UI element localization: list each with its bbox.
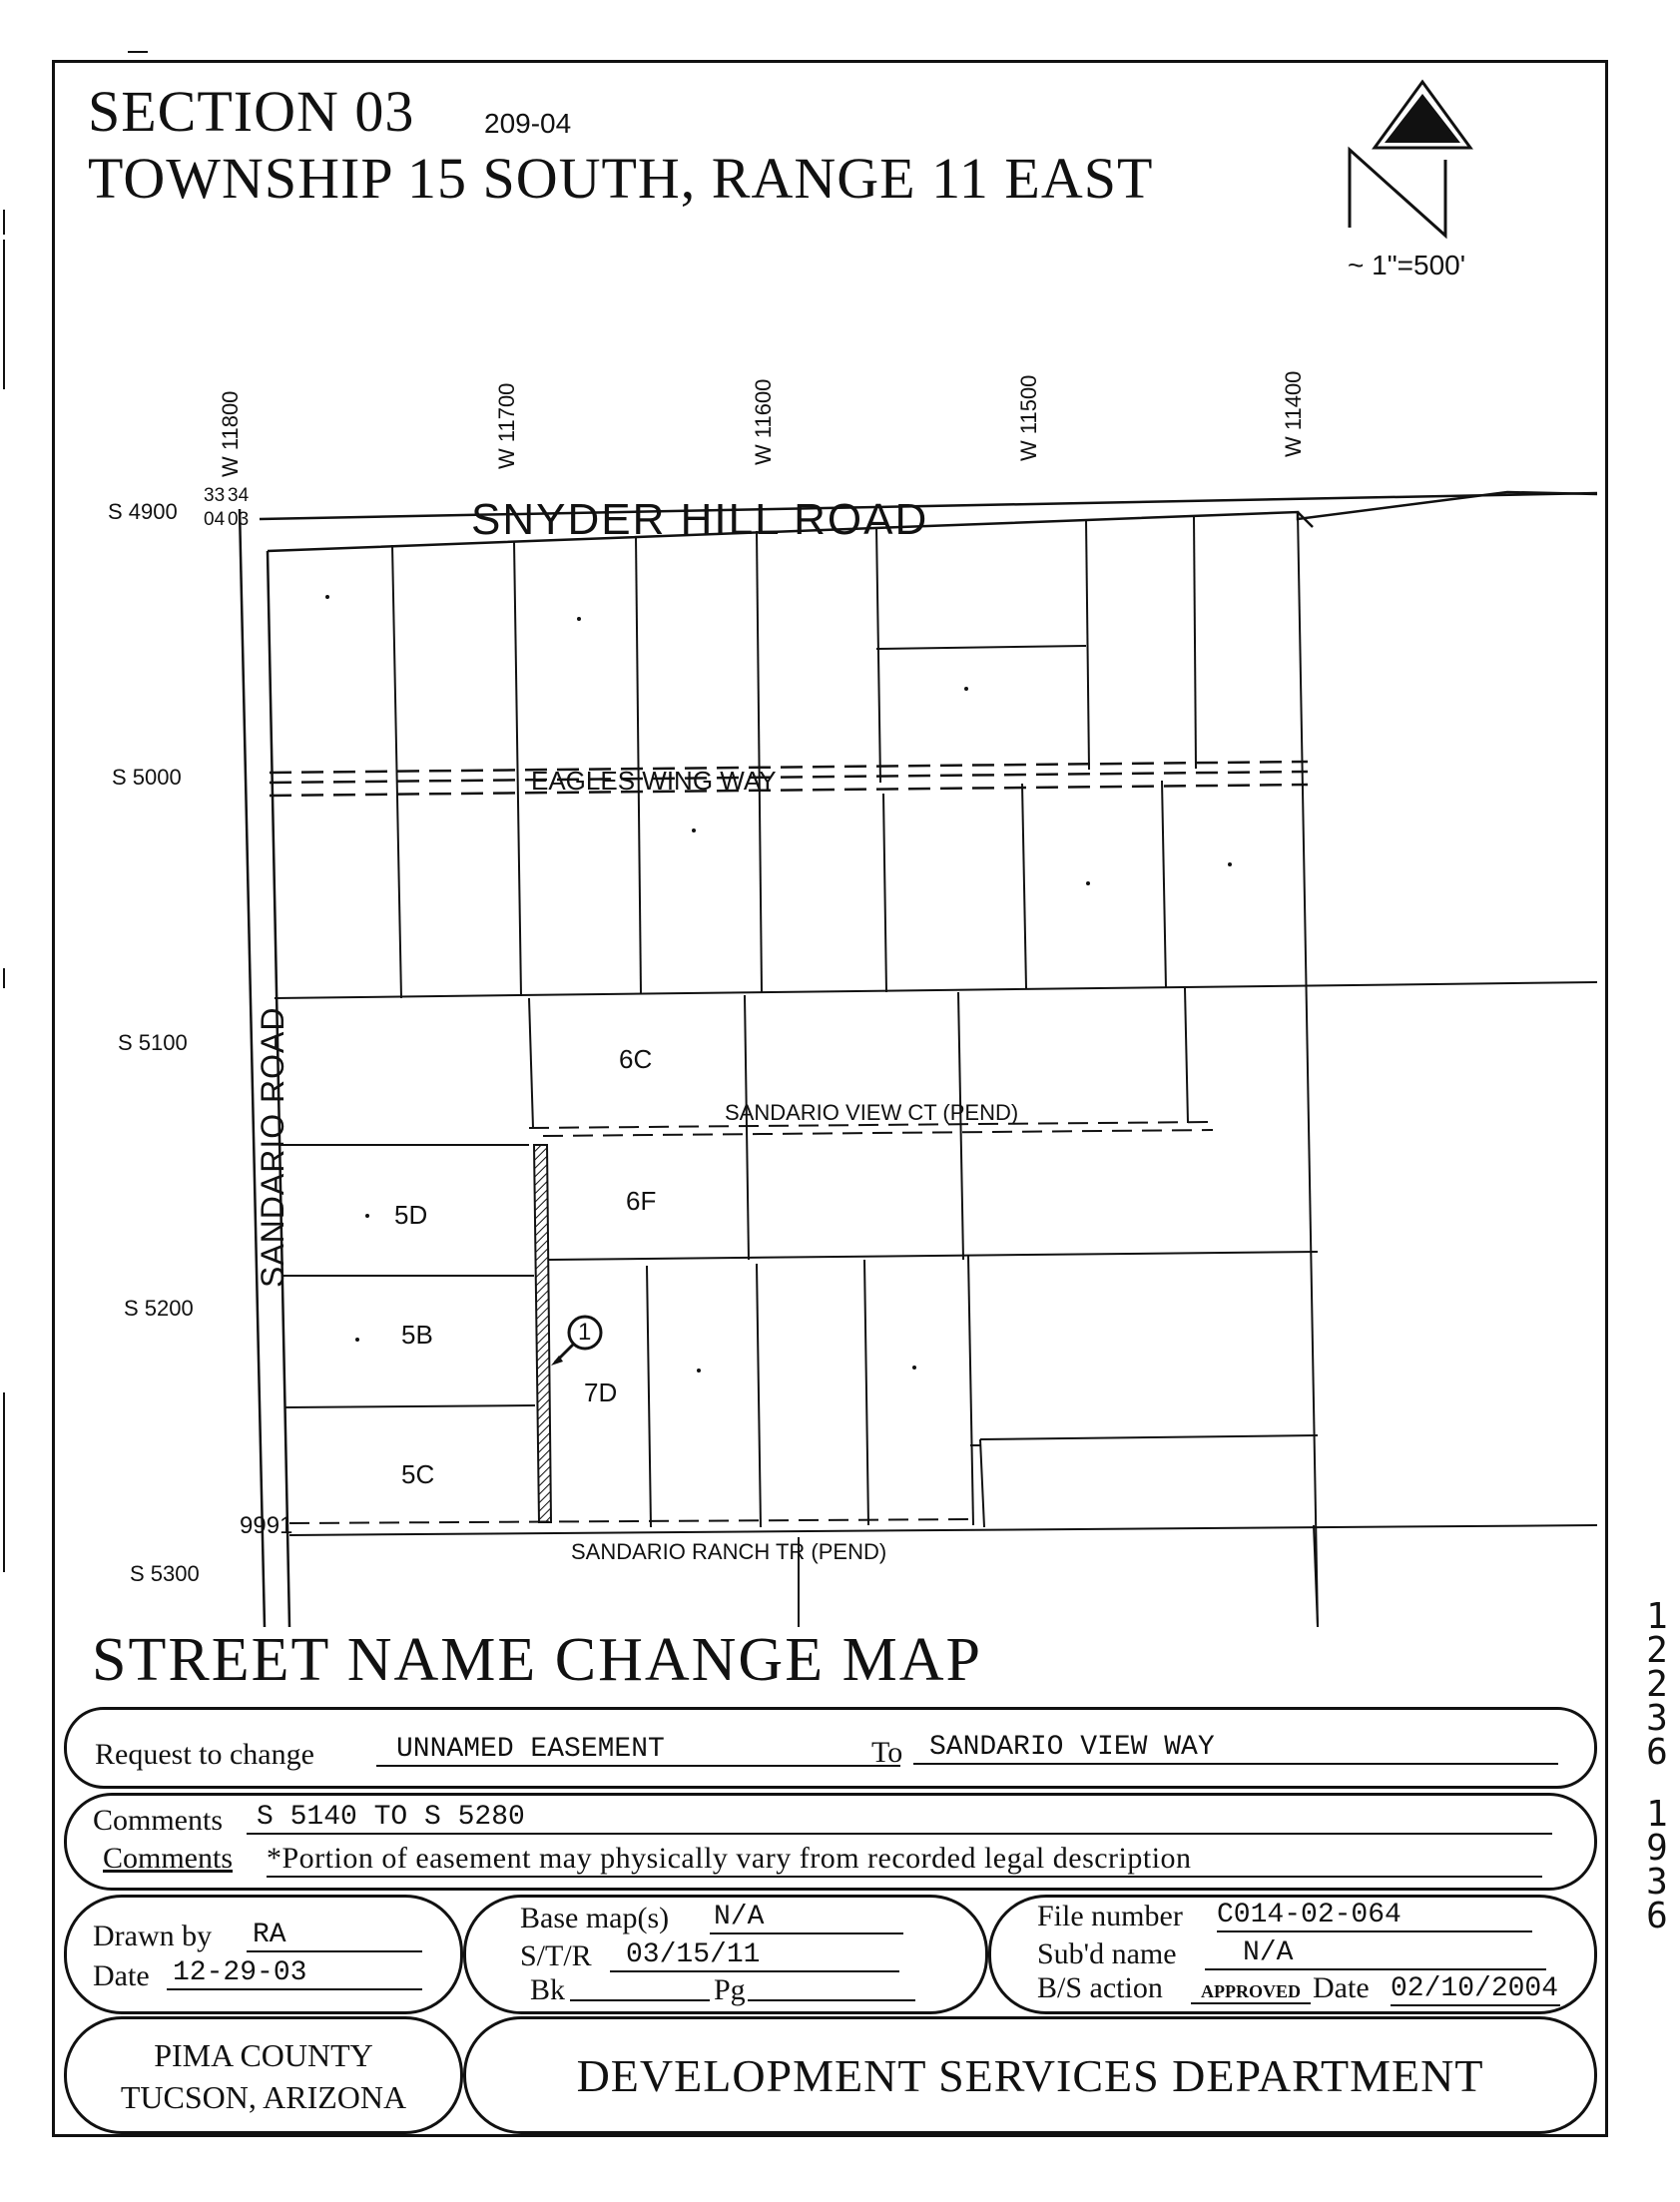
side-number-3: 2 <box>1646 1664 1668 1705</box>
street-label-s5000: S 5000 <box>112 765 182 790</box>
road-label-sandario-ranch-tr: SANDARIO RANCH TR (PEND) <box>571 1539 887 1564</box>
side-number-8: 3 <box>1646 1862 1668 1903</box>
bk-label: Bk <box>530 1973 566 2006</box>
request-row <box>64 1707 1597 1789</box>
parcel-label-6f: 6F <box>626 1186 657 1216</box>
base-map-box <box>463 1895 988 2014</box>
drawn-by-box <box>64 1895 463 2014</box>
street-label-w11700: W 11700 <box>494 382 519 469</box>
comments-label-2: Comments <box>103 1842 234 1875</box>
street-label-s5300: S 5300 <box>130 1561 200 1586</box>
date-label: Date <box>93 1959 150 1992</box>
file-number-value: C014-02-064 <box>1217 1900 1532 1932</box>
subd-label: Sub'd name <box>1037 1937 1177 1970</box>
parcel-label-5d: 5D <box>394 1200 428 1230</box>
scale-label: ~ 1"=500' <box>1348 250 1466 280</box>
marker-label: 1 <box>578 1319 592 1346</box>
side-number-9: 6 <box>1646 1896 1668 1936</box>
marker-circle-icon <box>551 1317 601 1366</box>
street-label-s5200: S 5200 <box>124 1296 194 1321</box>
str-label: S/T/R <box>520 1939 592 1972</box>
pg-value-line <box>748 1999 915 2001</box>
pg-label: Pg <box>714 1973 746 2006</box>
map-title: STREET NAME CHANGE MAP <box>92 1626 982 1694</box>
request-to-value: SANDARIO VIEW WAY <box>913 1732 1558 1765</box>
base-map-value: N/A <box>710 1902 903 1934</box>
to-label: To <box>871 1736 903 1769</box>
city-name: TUCSON, ARIZONA <box>120 2079 407 2115</box>
section-corner-top-left: 33 <box>204 485 226 506</box>
drawn-by-value: RA <box>247 1920 422 1952</box>
parcel-label-7d: 7D <box>584 1377 618 1407</box>
department-box <box>463 2016 1597 2134</box>
eagles-wing-way-lines <box>270 762 1308 796</box>
bs-action-value: APPROVED <box>1191 1981 1311 2004</box>
street-label-w11400: W 11400 <box>1281 370 1306 457</box>
section-corner-top-right: 34 <box>228 485 250 506</box>
road-label-eagles-wing: EAGLES WING WAY <box>531 766 777 796</box>
easement-strip <box>534 1145 551 1522</box>
comments-row <box>64 1793 1597 1891</box>
street-label-w11800: W 11800 <box>218 390 243 477</box>
bs-date-label: Date <box>1313 1971 1370 2004</box>
street-label-s4900: S 4900 <box>108 499 178 524</box>
comments-value-1: S 5140 TO S 5280 <box>247 1802 1552 1835</box>
parcel-label-6c: 6C <box>619 1044 653 1074</box>
township-title: TOWNSHIP 15 SOUTH, RANGE 11 EAST <box>88 146 1154 211</box>
str-value: 03/15/11 <box>610 1939 899 1972</box>
date-value: 12-29-03 <box>167 1957 422 1990</box>
section-corner-bottom-right: 03 <box>228 509 250 530</box>
section-corner-bottom-left: 04 <box>204 509 226 530</box>
county-name: PIMA COUNTY <box>154 2037 373 2073</box>
road-label-sandario-view-ct: SANDARIO VIEW CT (PEND) <box>725 1100 1019 1125</box>
section-title: SECTION 03 <box>88 79 415 144</box>
street-label-w11500: W 11500 <box>1016 374 1041 461</box>
address-9991: 9991 <box>240 1512 293 1539</box>
bs-date-value: 02/10/2004 <box>1391 1973 1559 2004</box>
map-code: 209-04 <box>484 108 572 139</box>
department-name: DEVELOPMENT SERVICES DEPARTMENT <box>576 2050 1484 2101</box>
file-number-box <box>988 1895 1597 2014</box>
subd-value: N/A <box>1205 1937 1546 1970</box>
side-number-4: 3 <box>1646 1698 1668 1739</box>
bk-value-line <box>570 1999 710 2001</box>
road-label-sandario: SANDARIO ROAD <box>255 1006 290 1288</box>
base-map-label: Base map(s) <box>520 1902 670 1934</box>
comments-value-2: *Portion of easement may physically vary from recorded legal description <box>267 1842 1542 1878</box>
side-number-5: 6 <box>1646 1732 1668 1773</box>
request-from-value: UNNAMED EASEMENT <box>376 1734 900 1767</box>
bs-action-label: B/S action <box>1037 1971 1163 2004</box>
north-arrow-icon <box>1350 82 1470 236</box>
margin-marks <box>4 52 148 1572</box>
road-label-snyder-hill: SNYDER HILL ROAD <box>471 495 929 544</box>
side-number-6: 1 <box>1646 1794 1668 1835</box>
parcel-label-5c: 5C <box>401 1459 435 1489</box>
street-label-s5100: S 5100 <box>118 1030 188 1055</box>
file-number-label: File number <box>1037 1900 1183 1932</box>
comments-label-1: Comments <box>93 1804 224 1837</box>
side-number-1: 1 <box>1646 1596 1668 1637</box>
county-box <box>64 2016 463 2134</box>
parcel-dots <box>325 595 1232 1373</box>
side-number-2: 2 <box>1646 1630 1668 1671</box>
parcel-label-5b: 5B <box>401 1320 433 1350</box>
request-label: Request to change <box>95 1738 314 1771</box>
parcel-lines <box>275 512 1597 1627</box>
drawn-by-label: Drawn by <box>93 1920 213 1952</box>
side-number-7: 9 <box>1646 1828 1668 1869</box>
street-label-w11600: W 11600 <box>751 378 776 465</box>
